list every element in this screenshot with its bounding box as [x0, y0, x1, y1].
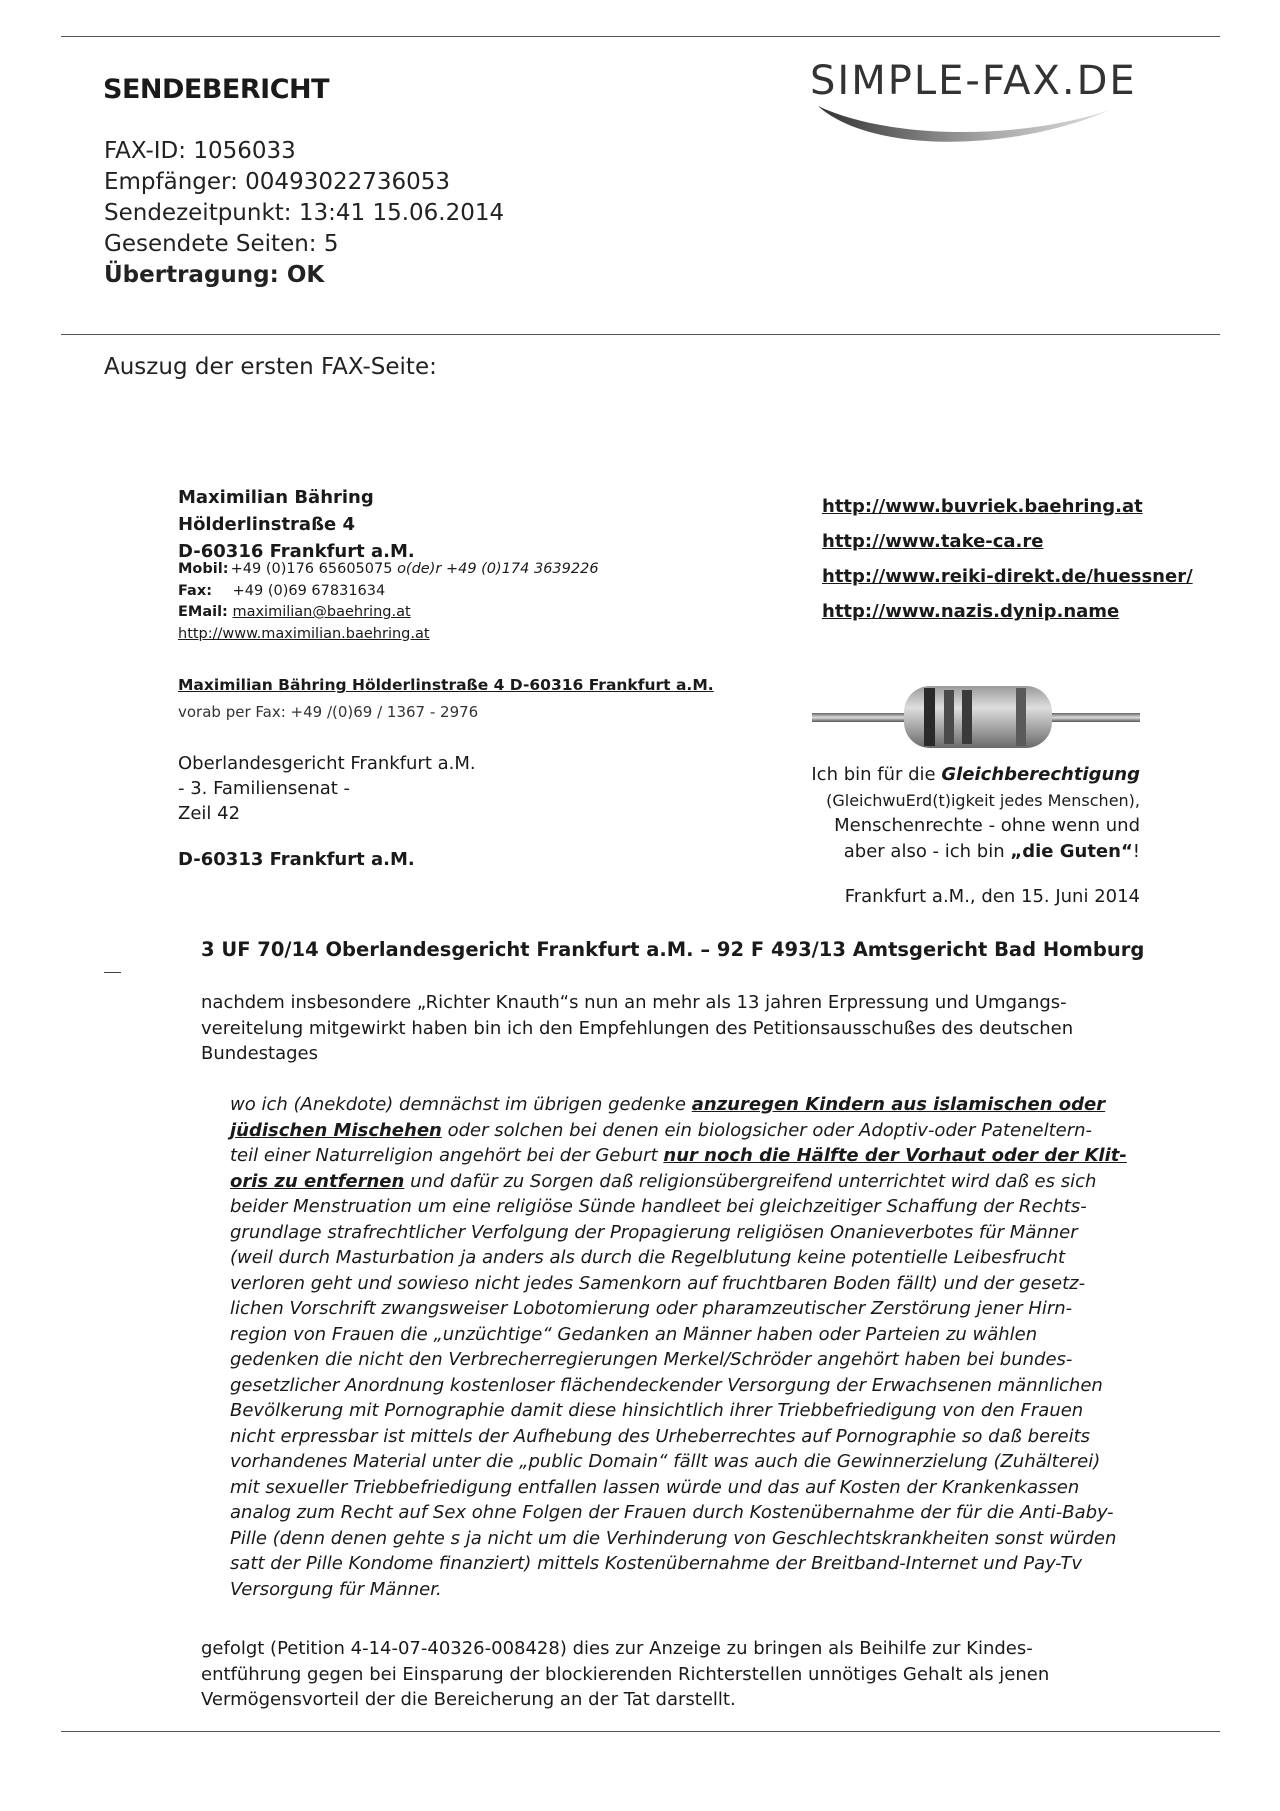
paragraph-line: vereitelung mitgewirkt haben bin ich den Empfehlungen des Petitionsausschußes des deutschen [201, 1017, 1074, 1039]
equality-line4-bold: „die Guten“ [1010, 840, 1133, 862]
paragraph-line: nachdem insbesondere „Richter Knauth“s nun an mehr als 13 jahren Erpressung und Umgangs- [201, 992, 1067, 1013]
quote-highlight: jüdischen Mischehen [230, 1119, 442, 1141]
mobil-alt: o(de)r +49 (0)174 3639226 [397, 561, 599, 577]
quote-line: beider Menstruation um eine religiöse Sünde handleet bei gleichzeitiger Schaffung der Rechts- [230, 1196, 1087, 1217]
middle-rule [61, 334, 1220, 335]
logo-swoosh-icon [810, 58, 1210, 148]
recipient-address [178, 751, 476, 826]
quote-line: region von Frauen die „unzüchtige“ Gedanken an Männer haben oder Parteien zu wählen [230, 1323, 1038, 1345]
equality-pre: Ich bin für die [811, 764, 942, 785]
quote-block [230, 1092, 1130, 1602]
fold-mark [104, 972, 121, 973]
recipient-senate: - 3. Familiensenat - [178, 778, 351, 799]
quote-highlight: nur noch die Hälfte der Vorhaut oder der Klit- [663, 1145, 1127, 1166]
paragraph-line: Vermögensvorteil der die Bereicherung an der Tat darstellt. [201, 1689, 736, 1710]
equality-line4-pre: aber also - ich bin [843, 840, 1011, 862]
letter-date: Frankfurt a.M., den 15. Juni 2014 [844, 886, 1140, 907]
link-nazis[interactable]: http://www.nazis.dynip.name [822, 601, 1120, 622]
email-label: EMail: [178, 604, 228, 620]
quote-line: lichen Vorschrift zwangsweiser Lobotomierung oder pharamzeutischer Zerstörung jener Hirn- [230, 1298, 1073, 1319]
recipient-city: D-60313 Frankfurt a.M. [178, 849, 415, 870]
sender-contact [178, 559, 599, 645]
quote-text: teil einer Naturreligion angehört bei der Geburt [230, 1145, 664, 1166]
return-address: Maximilian Bähring Hölderlinstraße 4 D-60316 Frankfurt a.M. [178, 676, 714, 694]
quote-line: (weil durch Masturbation ja anders als durch die Regelblutung keine potentielle Leibesfrucht [230, 1247, 1066, 1268]
sender-city: D-60316 Frankfurt a.M. [178, 541, 415, 562]
quote-highlight: oris zu entfernen [230, 1170, 405, 1192]
case-reference: 3 UF 70/14 Oberlandesgericht Frankfurt a.M. – 92 F 493/13 Amtsgericht Bad Homburg [201, 938, 1145, 961]
paragraph-line: Bundestages [201, 1043, 319, 1064]
quote-line: analog zum Recht auf Sex ohne Folgen der Frauen durch Kostenübernahme der für die Anti-Baby- [230, 1502, 1114, 1523]
quote-line: mit sexueller Triebbefriedigung entfallen lassen würde und das auf Kosten der Krankenkassen [230, 1476, 1080, 1498]
fax-label: Fax: [178, 582, 212, 599]
bottom-rule [61, 1731, 1220, 1732]
quote-text: oder solchen bei denen ein biologsicher oder Adoptiv-oder Pateneltern- [441, 1119, 1093, 1141]
report-details [104, 136, 504, 291]
report-title: SENDEBERICHT [103, 74, 330, 105]
recipient-court: Oberlandesgericht Frankfurt a.M. [178, 753, 476, 774]
email-link[interactable]: maximilian@baehring.at [232, 604, 411, 620]
logo-text: SIMPLE-FAX.DE [810, 58, 1137, 104]
equality-bold: Gleichberechtigung [941, 764, 1140, 785]
quote-line: grundlage strafrechtlicher Verfolgung der Propagierung religiösen Onanieverbotes für Männer [230, 1221, 1078, 1243]
quote-line: Versorgung für Männer. [230, 1578, 442, 1600]
equality-line2: (GleichwuErd(t)igkeit jedes Menschen), [826, 790, 1140, 810]
link-reiki[interactable]: http://www.reiki-direkt.de/huessner/ [822, 566, 1193, 587]
send-time: Sendezeitpunkt: 13:41 15.06.2014 [104, 200, 505, 226]
sender-street: Hölderlinstraße 4 [178, 514, 356, 535]
transmission-status: Übertragung: OK [104, 262, 325, 288]
equality-statement [782, 762, 1140, 864]
sender-name: Maximilian Bähring [178, 487, 374, 508]
fax-value: +49 (0)69 67831634 [232, 582, 386, 599]
pages-sent: Gesendete Seiten: 5 [104, 231, 339, 257]
link-list [822, 489, 1193, 629]
paragraph-intro [201, 990, 1081, 1067]
paragraph-line: gefolgt (Petition 4-14-07-40326-008428) dies zur Anzeige zu bringen als Beihilfe zur Kindes- [201, 1638, 1033, 1659]
quote-text: wo ich (Anekdote) demnächst im übrigen gedenke [230, 1094, 692, 1115]
sender-address [178, 484, 415, 565]
equality-line4-post: ! [1132, 840, 1140, 862]
equality-line3: Menschenrechte - ohne wenn und [834, 815, 1140, 836]
link-buvriek[interactable]: http://www.buvriek.baehring.at [822, 496, 1143, 517]
paragraph-closing [201, 1636, 1081, 1713]
quote-line: gedenken die nicht den Verbrecherregierungen Merkel/Schröder angehört haben bei bundes- [230, 1349, 1073, 1370]
quote-text: und dafür zu Sorgen daß religionsübergreifend unterrichtet wird daß es sich [404, 1170, 1097, 1192]
quote-line: Bevölkerung mit Pornographie damit diese hinsichtlich ihrer Triebbefriedigung von den Frauen [230, 1400, 1084, 1421]
quote-line: satt der Pille Kondome finanziert) mittels Kostenübernahme der Breitband-Internet und Pay-Tv [230, 1553, 1082, 1574]
website-link[interactable]: http://www.maximilian.baehring.at [178, 625, 430, 642]
fax-id: FAX-ID: 1056033 [104, 138, 296, 164]
recipient-street: Zeil 42 [178, 803, 241, 824]
link-take-care[interactable]: http://www.take-ca.re [822, 531, 1044, 552]
excerpt-label: Auszug der ersten FAX-Seite: [104, 354, 437, 380]
quote-line: Pille (denn denen gehte s ja nicht um die Verhinderung von Geschlechtskrankheiten sonst würden [230, 1527, 1117, 1549]
resistor-image [812, 678, 1140, 758]
quote-line: verloren geht und sowieso nicht jedes Samenkorn auf fruchtbaren Boden fällt) und der gesetz- [230, 1272, 1086, 1294]
mobil-label: Mobil: [178, 561, 229, 577]
quote-line: nicht erpressbar ist mittels der Aufhebung des Urheberrechtes auf Pornographie so daß bereits [230, 1425, 1091, 1447]
quote-line: vorhandenes Material unter die „public Domain“ fällt was auch die Gewinnerzielung (Zuhälterei) [230, 1451, 1101, 1472]
recipient-number: Empfänger: 00493022736053 [104, 169, 451, 195]
simple-fax-logo [810, 58, 1210, 148]
quote-line: gesetzlicher Anordnung kostenloser flächendeckender Versorgung der Erwachsenen männlichen [230, 1374, 1103, 1396]
mobil-value: +49 (0)176 65605075 [230, 561, 393, 577]
vorab-fax: vorab per Fax: +49 /(0)69 / 1367 - 2976 [178, 703, 479, 721]
quote-highlight: anzuregen Kindern aus islamischen oder [691, 1094, 1106, 1115]
paragraph-line: entführung gegen bei Einsparung der blockierenden Richterstellen unnötiges Gehalt als jenen [201, 1663, 1050, 1685]
top-rule [61, 36, 1220, 37]
